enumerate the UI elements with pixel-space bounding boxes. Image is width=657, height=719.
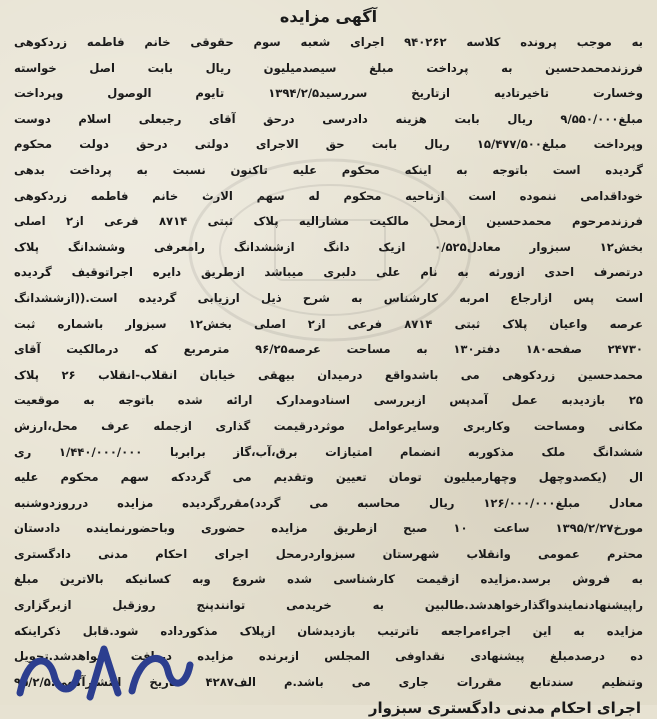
notice-line: عرصه واعیان پلاک ثبتی ۸۷۱۴ فرعی از۲ اصلی بخش۱۲ سبزوار باشماره ثبت xyxy=(14,316,643,331)
notice-line: ۲۵ بازدیدبه عمل آمدپس ازبررسی اسنادومدارک ارائه شده باتوجه به موقعیت xyxy=(14,393,643,408)
notice-line: درتصرف احدی ازورثه به نام علی دلبری میباشد ازطریق دایره اجراتوقیف گردیده xyxy=(14,265,643,280)
notice-line: محترم عمومی وانقلاب شهرستان سبزواردرمحل اجرای احکام مدنی دادگستری xyxy=(14,546,643,561)
notice-line: وپرداخت مبلغ۱۵/۴۷۷/۵۰۰ ریال بابت حق الاجرای دولتی درحق دولت محکوم xyxy=(14,137,643,152)
notice-line: مبلغ۹/۵۵۰/۰۰۰ ریال بابت هزینه دادرسی درحق آقای رجبعلی اسلام دوست xyxy=(14,111,643,126)
notice-line: به موجب پرونده کلاسه ۹۴۰۲۶۲ اجرای شعبه سوم حقوقی خانم فاطمه زردکوهی xyxy=(14,35,644,49)
notice-title: آگهی مزایده xyxy=(279,7,378,26)
notice-line: فرزندمحمدحسین به پرداخت مبلغ سیصدمیلیون ریال بابت اصل خواسته xyxy=(14,60,643,75)
notice-line: فرزندمرحوم محمدحسین ازمحل مالکیت مشاراليه پلاک ثبتی ۸۷۱۴ فرعی از۲ اصلی xyxy=(14,214,643,229)
notice-line: گردیده است باتوجه به اینکه محکوم علیه تاکنون نسبت به پرداخت بدهی xyxy=(14,162,643,177)
notice-line: بخش۱۲ سبزوار معادل۰/۵۲۵ ازیک دانگ ازششدانگ رامعرفی وششدانگ پلاک xyxy=(14,239,643,254)
notice-line: به فروش برسد.مزایده ازقیمت کارشناسی شده شروع وبه کسانیکه بالاترین مبلغ xyxy=(14,572,643,587)
notice-line: راپیشنهادنمایندواگذارخواهدشد.طالبین به خریدمی توانندپنج روزقبل ازبرگزاری xyxy=(14,598,643,613)
notice-line: مکانی ومساحت وکاربری وسایرعوامل موثردرقیمت گذاری ازجمله عرف محل،ارزش xyxy=(14,418,643,433)
notice-line: وخسارت تاخیرتادیه ازتاریخ سررسید۱۳۹۴/۲/۵ تایوم الوصول وپرداخت xyxy=(14,86,643,101)
notice-line: معادل مبلغ۱۲۶/۰۰۰/۰۰۰ ریال محاسبه می گردد)مقررگردیده مزایده درروزدوشنبه xyxy=(14,495,643,510)
notice-line: ششدانگ ملک مذکوربه انضمام امتیازات برق،آب،گاز برابربا ۱/۴۴۰/۰۰۰/۰۰۰ ری xyxy=(14,444,643,459)
notice-line: وتنظیم سندتابع مقررات جاری می باشد.م الف۴۲۸۷ تاریخ انتشارآگهی:۹۵/۲/۵ xyxy=(14,674,643,689)
notice-line: خوداقدامی ننموده است ازناحیه محکوم له سهم الارث خانم فاطمه زردکوهی xyxy=(14,188,643,203)
notice-line: ۲۴۷۳۰ صفحه۱۸۰ دفتر۱۳۰ به مساحت عرصه۹۶/۲۵ مترمربع که درمالکیت آقای xyxy=(14,342,643,357)
notice-line: محمدحسین زردکوهی می باشدواقع درمیدان بیهقی خیابان انقلاب-انقلاب ۲۶ پلاک xyxy=(14,367,643,382)
notice-line: ال (یکصدوچهل وچهارمیلیون تومان تعیین وتقدیم می گرددکه سهم محکوم علیه xyxy=(14,470,643,485)
notice-line: مزایده به این اجراءمراجعه تاترتیب بازدیدشان ازپلاک مذکورداده شود.قابل ذکراینکه xyxy=(14,623,643,638)
notice-line: است پس ازارجاع امربه کارشناس به شرح ذیل ارزیابی گردیده است.((ازششدانگ xyxy=(14,290,643,305)
notice-line: ده درصدمبلغ پیشنهادی نقداوفی المجلس ازبرنده مزایده دریافت خواهدشد.تحویل xyxy=(14,649,643,664)
notice-body xyxy=(14,30,643,695)
notice-line: مورخ۱۳۹۵/۲/۲۷ ساعت ۱۰ صبح ازطریق مزایده حضوری وباحضورنماینده دادستان xyxy=(14,521,643,536)
notice-signature: اجرای احکام مدنی دادگستری سبزوار xyxy=(368,699,641,718)
